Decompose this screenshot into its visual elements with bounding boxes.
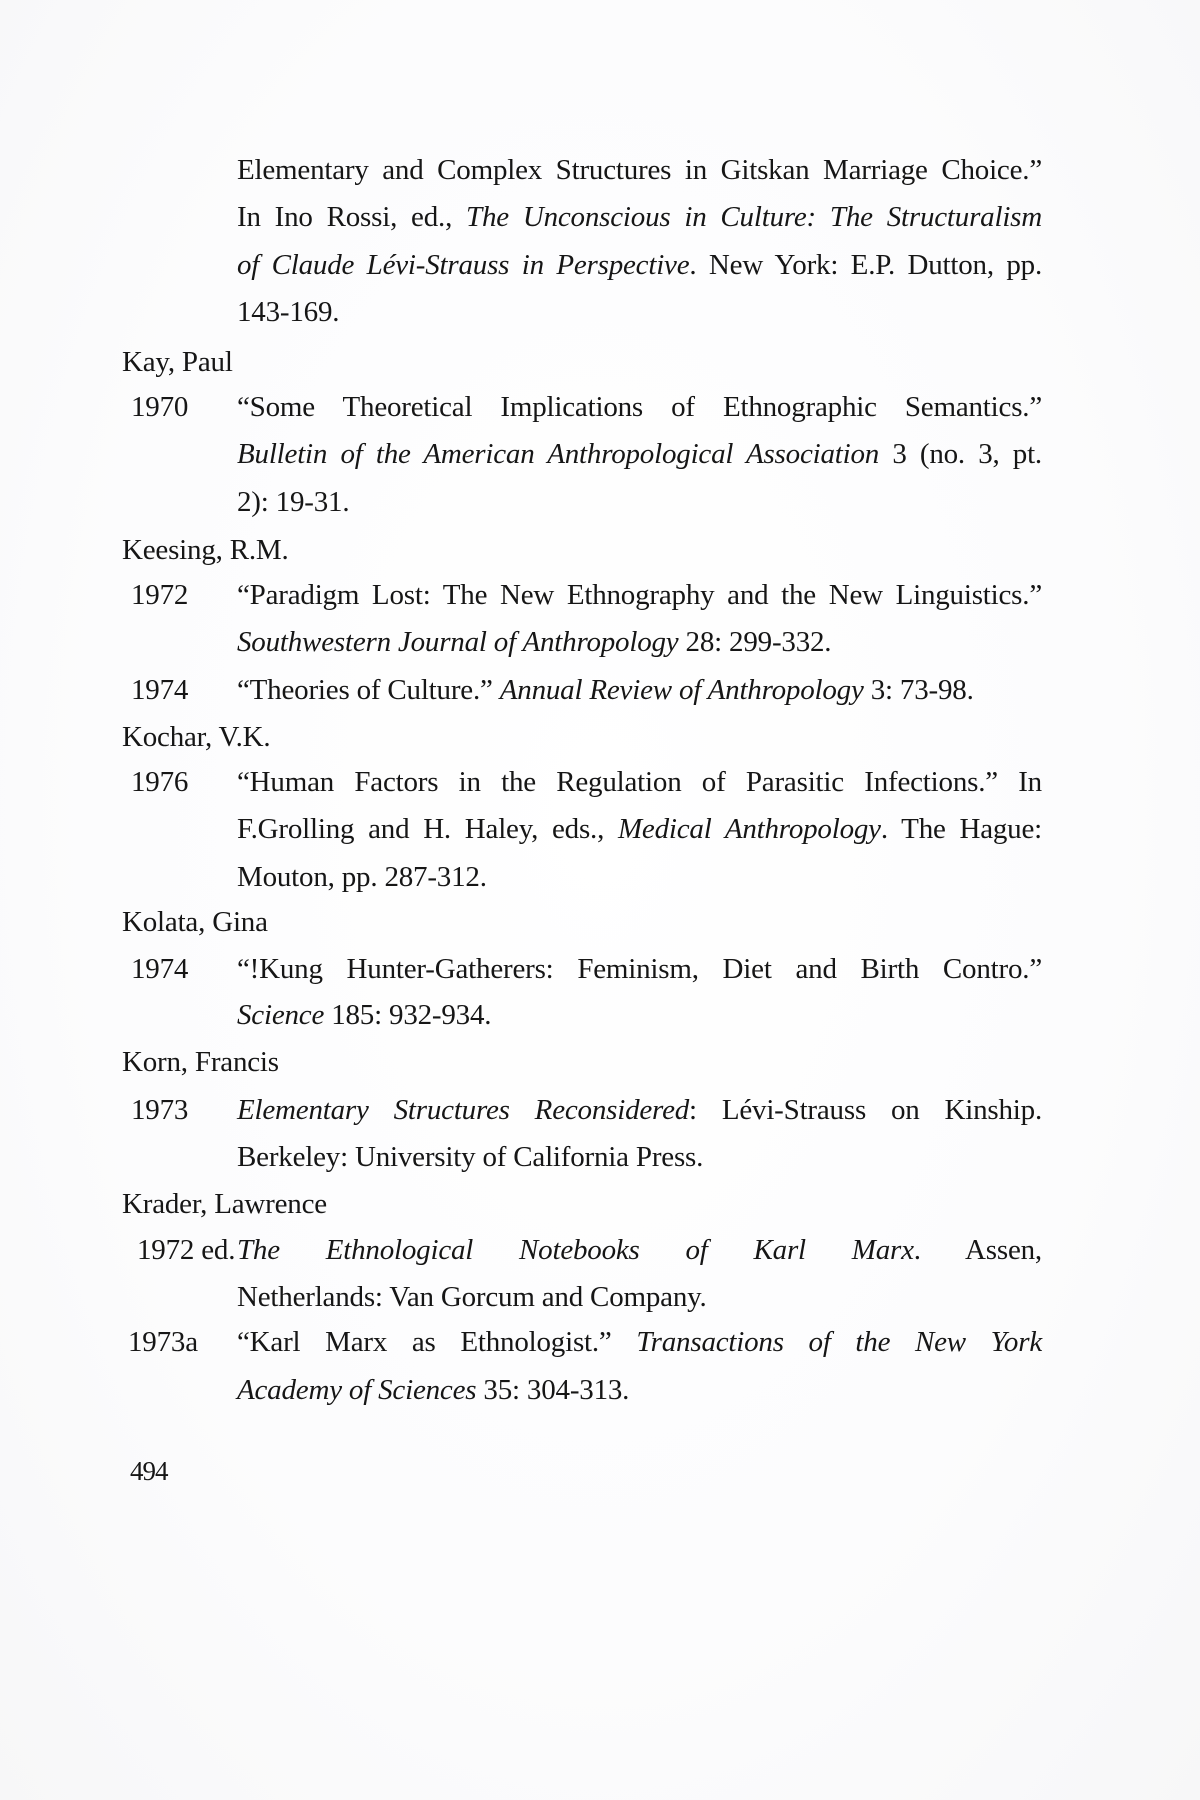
entry-line xyxy=(237,997,491,1033)
entry-line xyxy=(237,624,831,660)
page-number: 494 xyxy=(130,1456,168,1486)
entry-line xyxy=(237,389,1042,425)
entry-line xyxy=(237,672,974,708)
text: “!Kung Hunter-Gatherers: Feminism, Diet and Birth Contro.” xyxy=(237,953,1042,985)
italic-title: Transactions of the New York xyxy=(636,1326,1042,1358)
entry-year: 1973 xyxy=(131,1094,189,1126)
entry-line xyxy=(237,859,487,895)
entry-year: 1972 xyxy=(131,579,189,611)
text: “Some Theoretical Implications of Ethnographic Semantics.” xyxy=(237,391,1042,423)
text: 3 (no. 3, pt. xyxy=(879,438,1042,470)
italic-title: Annual Review of Anthropology xyxy=(499,674,864,706)
italic-title: Medical Anthropology xyxy=(617,813,881,845)
italic-title: of Claude Lévi-Strauss in Perspective xyxy=(237,249,690,281)
entry-year: 1973a xyxy=(128,1326,198,1358)
italic-title: Bulletin of the American Anthropological Association xyxy=(237,438,880,470)
continuation-line-1 xyxy=(237,152,1042,188)
continuation-line-2 xyxy=(237,199,1042,235)
entry-line xyxy=(237,484,349,520)
entry-line xyxy=(237,1372,629,1408)
text: 143-169. xyxy=(237,296,340,328)
text: Elementary and Complex Structures in Gitskan Marriage Choice.” xyxy=(237,154,1042,186)
text: “Theories of Culture.” xyxy=(237,674,500,706)
entry-author: Korn, Francis xyxy=(122,1046,279,1078)
entry-author: Keesing, R.M. xyxy=(122,534,289,566)
entry-line xyxy=(237,1092,1042,1128)
entry-year: 1974 xyxy=(131,953,189,985)
entry-author: Kolata, Gina xyxy=(122,906,268,938)
text: “Paradigm Lost: The New Ethnography and the New Linguistics.” xyxy=(237,579,1042,611)
entry-line xyxy=(237,1324,1042,1360)
continuation-line-4 xyxy=(237,294,339,330)
italic-title: Academy of Sciences xyxy=(237,1374,477,1406)
italic-title: The Ethnological Notebooks of Karl Marx xyxy=(237,1234,914,1266)
entry-line xyxy=(237,1232,1042,1268)
entry-year: 1974 xyxy=(131,674,189,706)
text: 3: 73-98. xyxy=(863,674,974,706)
italic-title: Science xyxy=(237,999,325,1031)
entry-author: Kochar, V.K. xyxy=(122,721,271,753)
text: “Human Factors in the Regulation of Parasitic Infections.” In xyxy=(237,766,1042,798)
text: Mouton, pp. 287-312. xyxy=(237,861,487,893)
entry-line xyxy=(237,1279,707,1315)
entry-year: 1976 xyxy=(131,766,189,798)
text: . New York: E.P. Dutton, pp. xyxy=(689,249,1042,281)
entry-line xyxy=(237,1139,703,1175)
text: 185: 932-934. xyxy=(324,999,492,1031)
entry-line xyxy=(237,436,1042,472)
entry-line xyxy=(237,951,1042,987)
text: Netherlands: Van Gorcum and Company. xyxy=(237,1281,707,1313)
italic-title: Southwestern Journal of Anthropology xyxy=(237,626,679,658)
text: . Assen, xyxy=(913,1234,1042,1266)
entry-line xyxy=(237,577,1042,613)
text: 28: 299-332. xyxy=(678,626,832,658)
italic-title: The Unconscious in Culture: The Structuralism xyxy=(466,201,1043,233)
text: 2): 19-31. xyxy=(237,486,350,518)
text: “Karl Marx as Ethnologist.” xyxy=(237,1326,637,1358)
continuation-line-3 xyxy=(237,247,1042,283)
text: . The Hague: xyxy=(880,813,1043,845)
entry-author: Kay, Paul xyxy=(122,346,233,378)
text: In Ino Rossi, ed., xyxy=(237,201,467,233)
entry-year: 1972 ed. xyxy=(137,1234,236,1266)
entry-author: Krader, Lawrence xyxy=(122,1188,327,1220)
text: Berkeley: University of California Press. xyxy=(237,1141,704,1173)
text: F.Grolling and H. Haley, eds., xyxy=(237,813,618,845)
text: 35: 304-313. xyxy=(476,1374,630,1406)
text: : Lévi-Strauss on Kinship. xyxy=(689,1094,1042,1126)
entry-year: 1970 xyxy=(131,391,189,423)
entry-line xyxy=(237,811,1042,847)
entry-line xyxy=(237,764,1042,800)
italic-title: Elementary Structures Reconsidered xyxy=(237,1094,690,1126)
